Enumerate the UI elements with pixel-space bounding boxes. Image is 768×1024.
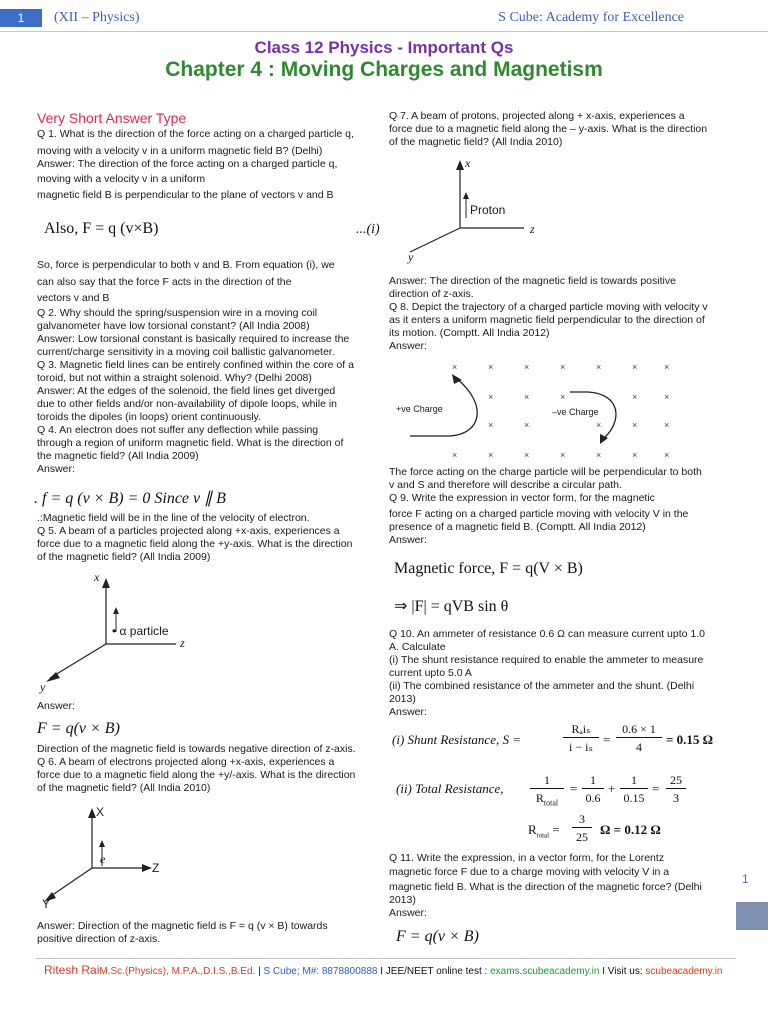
q6-line-2: force due to a magnetic field along the +y/-axis. What is the direction (37, 769, 356, 781)
eq10b-equals-1: = (570, 781, 578, 796)
q10-line-3: (i) The shunt resistance required to enable the ammeter to measure (389, 654, 704, 666)
eq10b-f4-den: 3 (673, 791, 679, 805)
svg-text:×: × (524, 362, 530, 372)
q9-line-3: presence of a magnetic field B. (Comptt. All India 2012) (389, 521, 646, 533)
svg-text:×: × (452, 362, 458, 372)
equation-1: Also, F = q (v×B) (44, 220, 159, 237)
q3-line-2: toroid, but not within a straight solenoid. Why? (Delhi 2008) (37, 372, 312, 384)
svg-text:×: × (488, 362, 494, 372)
eq10b-f1-num: 1 (530, 773, 564, 789)
eq10a-equals: = (603, 732, 611, 747)
eq10b-f3-num: 1 (620, 773, 648, 789)
so-line-1: So, force is perpendicular to both v and B. From equation (i), we (37, 259, 335, 271)
eq10c-r: $R_{total}$ = (528, 822, 560, 840)
q3-line-3: Answer: At the edges of the solenoid, the field lines get diverged (37, 385, 336, 397)
q10-line-6: 2013) (389, 693, 416, 705)
q11-line-4: 2013) (389, 894, 416, 906)
q4-answer-label: Answer: (37, 463, 75, 475)
svg-text:×: × (452, 450, 458, 460)
q5-line-4: Direction of the magnetic field is towards negative direction of z-axis. (37, 743, 356, 755)
q1-line-1: Q 1. What is the direction of the force acting on a charged particle q, (37, 128, 354, 140)
equation-1-ref: ...(i) (356, 222, 380, 237)
page-header (0, 0, 768, 36)
q6-line-5: positive direction of z-axis. (37, 933, 161, 945)
header-subject: (XII – Physics) (54, 10, 140, 25)
q8-line-3: its motion. (Comptt. All India 2012) (389, 327, 550, 339)
q1-line-4: moving with a velocity v in a uniform (37, 173, 206, 185)
q3-line-5: toroids the dipoles (in loops) orient continuously. (37, 411, 261, 423)
eq10b-f4-num: 25 (666, 773, 686, 789)
svg-text:×: × (632, 420, 638, 430)
svg-text:×: × (488, 420, 494, 430)
eq10a-label: (i) Shunt Resistance, S = (392, 732, 521, 747)
svg-text:×: × (596, 420, 602, 430)
q5-line-2: force due to a magnetic field along the +y-axis. What is the direction (37, 538, 353, 550)
footer-visit-text: I Visit us: (599, 966, 646, 977)
positive-charge-label: +ve Charge (396, 404, 443, 414)
side-page-tab (736, 902, 768, 930)
eq10c-den: 25 (576, 830, 588, 844)
svg-text:×: × (632, 362, 638, 372)
page-footer (44, 963, 722, 977)
svg-text:×: × (596, 362, 602, 372)
q6-line-4: Answer: Direction of the magnetic field is F = q (v × B) towards (37, 920, 328, 932)
q5-line-1: Q 5. A beam of a particles projected along +x-axis, experiences a (37, 525, 340, 537)
equation-9b: ⇒ |F| = qVB sin θ (394, 598, 509, 615)
q5-line-3: of the magnetic field? (All India 2009) (37, 551, 211, 563)
svg-text:×: × (524, 420, 530, 430)
svg-text:×: × (664, 362, 670, 372)
equation-4: . f = q (v × B) = 0 Since v ∥ B (34, 490, 226, 507)
negative-charge-label: –ve Charge (552, 407, 599, 417)
q4-line-5: .:Magnetic field will be in the line of the velocity of electron. (37, 512, 310, 524)
svg-text:×: × (488, 450, 494, 460)
q9-answer-label: Answer: (389, 534, 427, 546)
q1-line-5: magnetic field B is perpendicular to the plane of vectors v and B (37, 189, 334, 201)
q10-line-4: current upto 5.0 A (389, 667, 472, 679)
eq10b-label: (ii) Total Resistance, (396, 781, 504, 796)
q6-line-1: Q 6. A beam of electrons projected along +x-axis, experiences a (37, 756, 335, 768)
svg-text:×: × (664, 450, 670, 460)
q7-line-3: of the magnetic field? (All India 2010) (389, 136, 563, 148)
fig1-y-label: y (40, 680, 46, 694)
eq10a-frac2-num: 0.6 × 1 (616, 722, 662, 738)
q2-line-1: Q 2. Why should the spring/suspension wire in a moving coil (37, 307, 318, 319)
q10-line-5: (ii) The combined resistance of the ammeter and the shunt. (Delhi (389, 680, 695, 692)
q3-line-1: Q 3. Magnetic field lines can be entirely confined within the core of a (37, 359, 354, 371)
q11-line-1: Q 11. Write the expression, in a vector form, for the Lorentz (389, 852, 665, 864)
q2-line-4: current/charge sensitivity in a moving coil ballistic galvanometer. (37, 346, 335, 358)
footer-author: Ritesh Rai (44, 963, 100, 977)
q10-line-1: Q 10. An ammeter of resistance 0.6 Ω can measure current upto 1.0 (389, 628, 706, 640)
q11-answer-label: Answer: (389, 907, 427, 919)
svg-text:×: × (560, 392, 566, 402)
eq10c-num: 3 (572, 812, 592, 828)
fig3-y-label: y (408, 250, 414, 264)
q2-line-3: Answer: Low torsional constant is basically required to increase the (37, 333, 350, 345)
side-page-number: 1 (742, 872, 749, 886)
header-academy: S Cube: Academy for Excellence (498, 10, 684, 25)
q1-line-2: moving with a velocity v in a uniform magnetic field B? (Delhi) (37, 145, 323, 157)
eq10a-frac2-den: 4 (636, 740, 642, 754)
q6-line-3: of the magnetic field? (All India 2010) (37, 782, 211, 794)
q10-line-2: A. Calculate (389, 641, 446, 653)
electron-axes-figure (36, 800, 196, 915)
footer-contact: S Cube; M#: 8878800888 (263, 966, 378, 977)
svg-text:×: × (664, 392, 670, 402)
svg-text:×: × (596, 450, 602, 460)
header-page-number: 1 (0, 9, 42, 27)
eq10a-frac1-num: Rₐiₛ (563, 722, 599, 738)
footer-divider (36, 958, 736, 959)
fig2-y-label: Y (42, 897, 51, 911)
eq10b-f1-den: $R_{total}$ (535, 791, 559, 808)
q3-line-4: due to other fields and/or non-availability of dipole loops, while in (37, 398, 338, 410)
q4-line-1: Q 4. An electron does not suffer any deflection while passing (37, 424, 319, 436)
q11-line-3: magnetic field B. What is the direction of the magnetic force? (Delhi (389, 881, 702, 893)
q7-line-5: direction of z-axis. (389, 288, 474, 300)
q2-line-2: galvanometer have low torsional constant? (All India 2008) (37, 320, 310, 332)
svg-text:×: × (488, 392, 494, 402)
fig2-e-label: e (100, 852, 106, 866)
footer-site-link[interactable]: scubeacademy.in (645, 966, 723, 977)
eq10b-plus: + (608, 781, 616, 796)
q8-answer-label: Answer: (389, 340, 427, 352)
q4-line-2: through a region of uniform magnetic field. What is the direction of (37, 437, 344, 449)
eq10a-frac1-den: i − iₛ (569, 740, 593, 754)
svg-text:×: × (664, 420, 670, 430)
q8-line-6: v and S and therefore will describe a circular path. (389, 479, 622, 491)
fig3-z-label: z (530, 222, 535, 236)
footer-test-text: I JEE/NEET online test : (377, 966, 491, 977)
q9-line-1: Q 9. Write the expression in vector form, for the magnetic (389, 492, 655, 504)
section-heading: Very Short Answer Type (37, 110, 187, 126)
so-line-2: can also say that the force F acts in the direction of the (37, 276, 292, 288)
equation-11: F = q(v × B) (396, 928, 479, 945)
svg-text:×: × (632, 392, 638, 402)
equation-9a: Magnetic force, F = q(V × B) (394, 560, 583, 577)
q11-line-2: magnetic force F due to a charge moving with velocity V in a (389, 866, 670, 878)
eq10b-f2-den: 0.6 (585, 791, 601, 805)
q4-line-3: the magnetic field? (All India 2009) (37, 450, 199, 462)
fig1-alpha-label: • α particle (112, 624, 169, 638)
fig2-z-label: Z (152, 861, 160, 875)
q8-line-1: Q 8. Depict the trajectory of a charged particle moving with velocity v (389, 301, 708, 313)
eq10b-f3-den: 0.15 (623, 791, 645, 805)
footer-qualifications: M.Sc.(Physics), M.P.A.,D.I.S.,B.Ed. (99, 966, 256, 977)
eq10b-equals-2: = (652, 781, 660, 796)
page-title: Class 12 Physics - Important Qs (254, 38, 514, 57)
fig1-x-label: x (94, 570, 100, 584)
svg-text:×: × (524, 392, 530, 402)
chapter-title: Chapter 4 : Moving Charges and Magnetism (165, 58, 603, 81)
q8-line-5: The force acting on the charge particle will be perpendicular to both (389, 466, 702, 478)
q7-line-4: Answer: The direction of the magnetic field is towards positive (389, 275, 676, 287)
so-line-3: vectors v and B (37, 292, 110, 304)
q5-answer-label: Answer: (37, 700, 75, 712)
fig2-x-label: X (96, 805, 105, 819)
footer-separator: | (255, 966, 264, 977)
q10-answer-label: Answer: (389, 706, 427, 718)
fig1-z-label: z (180, 636, 185, 650)
q8-line-2: as it enters a uniform magnetic field perpendicular to the direction of (389, 314, 705, 326)
eq10c-result: Ω = 0.12 Ω (600, 822, 661, 837)
eq10b-f2-num: 1 (582, 773, 604, 789)
footer-exam-link[interactable]: exams.scubeacademy.in (490, 966, 600, 977)
eq10a-result: = 0.15 Ω (666, 732, 714, 747)
q7-line-2: force due to a magnetic field along the – y-axis. What is the direction (389, 123, 708, 135)
equation-5: F = q(v × B) (37, 720, 120, 737)
q9-line-2: force F acting on a charged particle moving with velocity V in the (389, 508, 689, 520)
svg-text:×: × (632, 450, 638, 460)
svg-text:×: × (560, 362, 566, 372)
header-divider (0, 31, 768, 32)
q1-line-3: Answer: The direction of the force acting on a charged particle q, (37, 158, 338, 170)
svg-text:×: × (524, 450, 530, 460)
q7-line-1: Q 7. A beam of protons, projected along + x-axis, experiences a (389, 110, 685, 122)
fig3-x-label: x (465, 156, 471, 170)
fig3-proton-label: Proton (470, 203, 506, 217)
svg-text:×: × (560, 450, 566, 460)
